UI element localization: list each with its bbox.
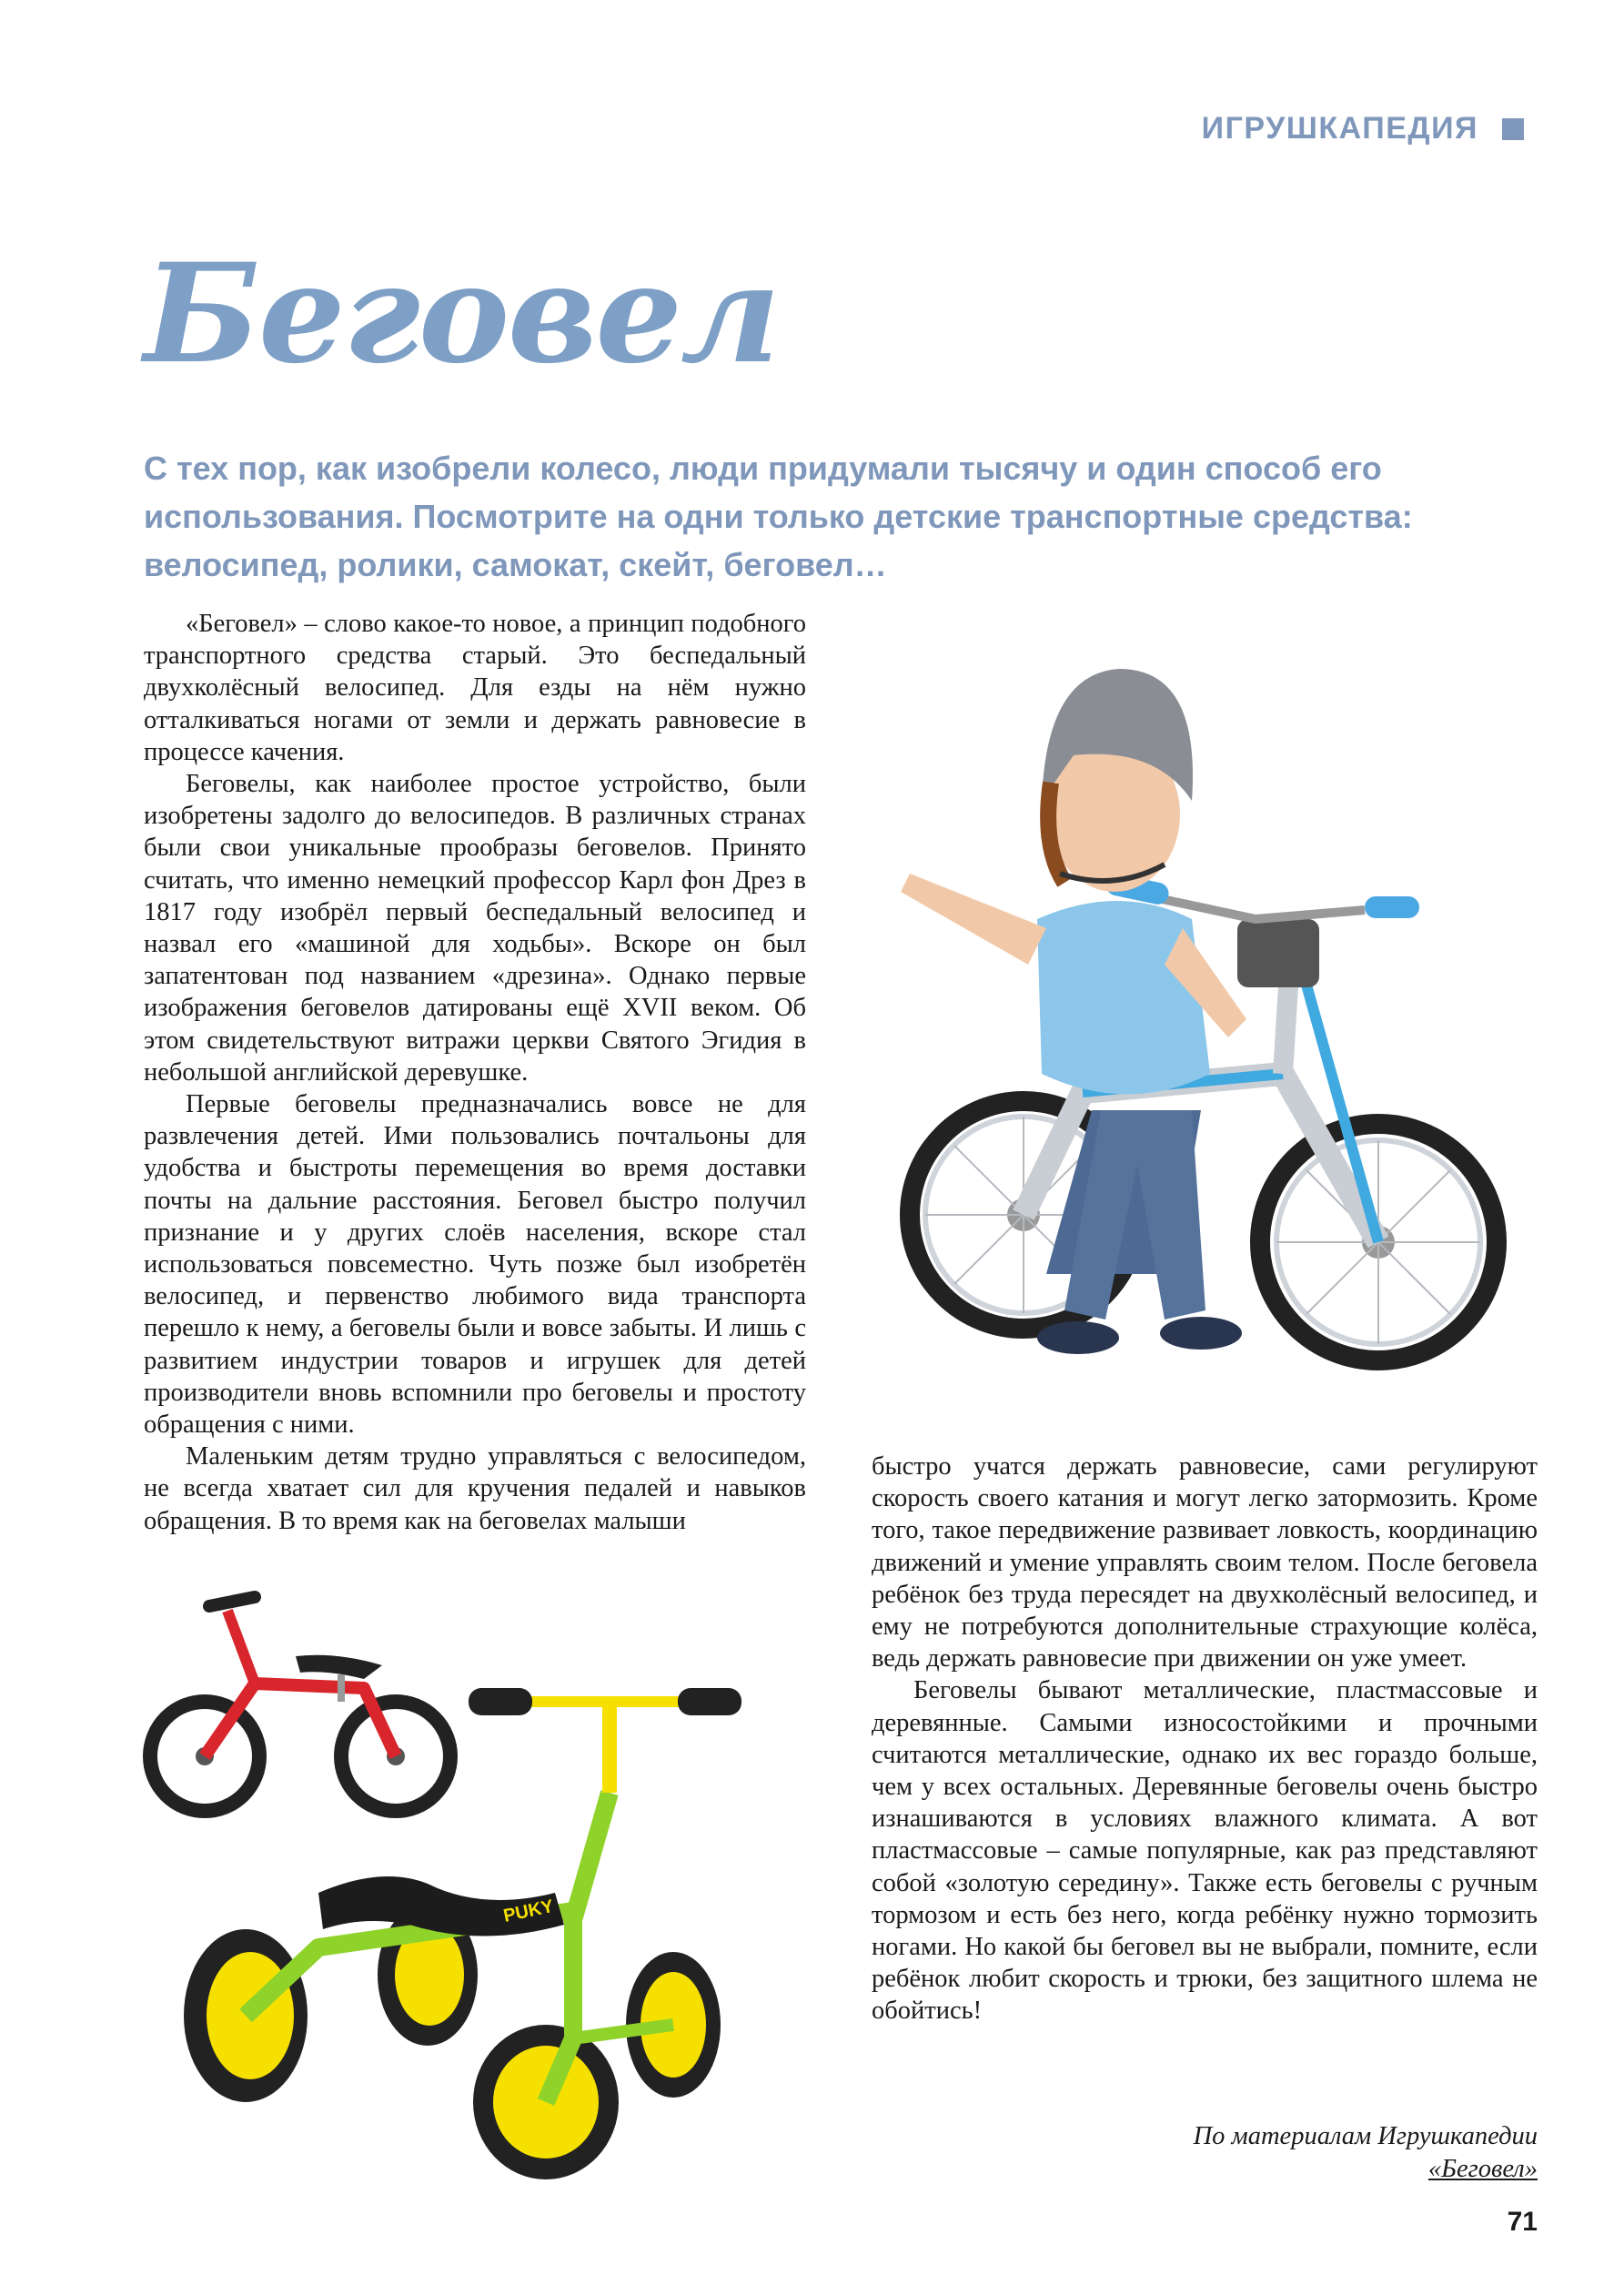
paragraph: Беговелы, как наиболее простое устройство, были изобретены задолго до велосипедов. В различных странах были свои уникальные прообразы беговелов. Принято считать, что именно немецкий профессор Карл фон Дрез в 1817 году изобрёл первый беспедальный велосипед и назвал его «машиной для ходьбы». Вскоре он был запатентован под названием «дрезина». Однако первые изображения беговелов датированы ещё XVII веком. Об этом свидетельствуют витражи церкви Святого Эгидия в небольшой английской деревушке. bbox=[144, 770, 806, 1087]
balance-bikes-photo bbox=[136, 1565, 828, 2184]
credit-line: По материалам Игрушкапедии bbox=[1193, 2122, 1538, 2150]
square-bullet-icon bbox=[1502, 118, 1524, 140]
bike-brand-label: PUKY bbox=[501, 1896, 556, 1926]
article-lead: С тех пор, как изобрели колесо, люди придумали тысячу и один способ его использования. Посмотрите на одни только детские транспортные средства: велосипед, ролики, самокат, скейт, беговел… bbox=[144, 450, 1413, 583]
paragraph: Беговелы бывают металлические, пластмассовые и деревянные. Самыми износостойкими и прочными считаются металлические, однако их вес гораздо больше, чем у всех остальных. Деревянные беговелы очень быстро изнашиваются в условиях влажного климата. А вот пластмассовые – самые популярные, как раз представляют собой «золотую середину». Также есть беговелы с ручным тормозом и есть без него, когда ребёнку нужно тормозить ногами. Но какой бы беговел вы не выбрали, помните, если ребёнок любит скорость и трюки, без защитного шлема не обойтись! bbox=[872, 1676, 1538, 2026]
text-column-right bbox=[872, 1451, 1538, 2027]
page-number: 71 bbox=[1507, 2207, 1538, 2237]
green-balance-bike bbox=[184, 1688, 741, 2179]
article-title: Беговел bbox=[144, 234, 779, 394]
section-label bbox=[1202, 111, 1524, 147]
credit-reference: «Беговел» bbox=[1427, 2155, 1538, 2183]
paragraph: Маленьким детям трудно управляться с велосипедом, не всегда хватает сил для кручения педалей и навыков обращения. В то время как на беговелах малыши bbox=[144, 1442, 806, 1535]
paragraph: «Беговел» – слово какое-то новое, а принцип подобного транспортного средства старый. Это беспедальный двухколёсный велосипед. Для езды на нём нужно отталкиваться ногами от земли и держать равновесие в процессе качения. bbox=[144, 610, 806, 766]
paragraph: быстро учатся держать равновесие, сами регулируют скорость своего катания и могут легко затормозить. Кроме того, такое передвижение развивает ловкость, координацию движений и умение управлять своим телом. После беговела ребёнок без труда пересядет на двухколёсный велосипед, и ему не потребуются дополнительные страхующие колёса, ведь держать равновесие при движении он уже умеет. bbox=[872, 1452, 1538, 1673]
section-label-text: ИГРУШКАПЕДИЯ bbox=[1201, 111, 1478, 146]
paragraph: Первые беговелы предназначались вовсе не для развлечения детей. Ими пользовались почтальоны для удобства и быстроты перемещения во время доставки почты на дальние расстояния. Беговел быстро получил признание и у других слоёв населения, вскоре стал использоваться повсеместно. Чуть позже был изобретён велосипед, и первенство любимого вида транспорта перешло к нему, а беговелы были и вовсе забыты. И лишь с развитием индустрии товаров и игрушек для детей производители вновь вспомнили про беговелы и простоту обращения с ними. bbox=[144, 1090, 806, 1440]
text-column-left bbox=[144, 608, 806, 1537]
boy bbox=[901, 669, 1246, 1354]
red-balance-bike bbox=[150, 1597, 450, 1811]
boy-on-balance-bike-photo bbox=[855, 619, 1547, 1438]
source-credit bbox=[1194, 2120, 1538, 2186]
